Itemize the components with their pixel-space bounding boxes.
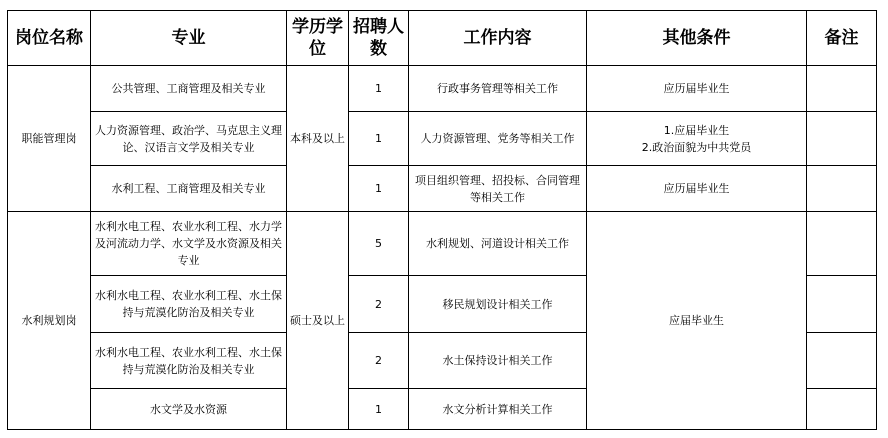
condition-line: 1.应届毕业生 xyxy=(663,123,730,137)
header-work: 工作内容 xyxy=(409,11,587,66)
count-cell: 1 xyxy=(349,389,409,430)
count-cell: 1 xyxy=(349,66,409,112)
major-cell: 公共管理、工商管理及相关专业 xyxy=(91,66,287,112)
work-cell: 项目组织管理、招投标、合同管理等相关工作 xyxy=(409,166,587,212)
conditions-cell: 应届毕业生 xyxy=(587,212,807,430)
count-cell: 1 xyxy=(349,166,409,212)
conditions-cell xyxy=(587,112,807,166)
major-cell: 水利水电工程、农业水利工程、水力学及河流动力学、水文学及水资源及相关专业 xyxy=(91,212,287,276)
count-cell: 2 xyxy=(349,276,409,333)
position-cell: 水利规划岗 xyxy=(8,212,91,430)
count-cell: 5 xyxy=(349,212,409,276)
remarks-cell xyxy=(807,333,877,389)
table-row xyxy=(8,66,877,112)
work-cell: 人力资源管理、党务等相关工作 xyxy=(409,112,587,166)
remarks-cell xyxy=(807,389,877,430)
table-row xyxy=(8,166,877,212)
header-remarks: 备注 xyxy=(807,11,877,66)
work-cell: 水利规划、河道设计相关工作 xyxy=(409,212,587,276)
header-major: 专业 xyxy=(91,11,287,66)
major-cell: 人力资源管理、政治学、马克思主义理论、汉语言文学及相关专业 xyxy=(91,112,287,166)
work-cell: 水文分析计算相关工作 xyxy=(409,389,587,430)
header-count: 招聘人数 xyxy=(349,11,409,66)
major-cell: 水利水电工程、农业水利工程、水土保持与荒漠化防治及相关专业 xyxy=(91,333,287,389)
work-cell: 水土保持设计相关工作 xyxy=(409,333,587,389)
major-cell: 水利水电工程、农业水利工程、水土保持与荒漠化防治及相关专业 xyxy=(91,276,287,333)
work-cell: 移民规划设计相关工作 xyxy=(409,276,587,333)
conditions-cell: 应历届毕业生 xyxy=(587,166,807,212)
condition-line: 2.政治面貌为中共党员 xyxy=(641,140,752,154)
remarks-cell xyxy=(807,66,877,112)
education-cell: 本科及以上 xyxy=(287,66,349,212)
education-cell: 硕士及以上 xyxy=(287,212,349,430)
header-row xyxy=(8,11,877,66)
table-row xyxy=(8,212,877,276)
header-position: 岗位名称 xyxy=(8,11,91,66)
major-cell: 水利工程、工商管理及相关专业 xyxy=(91,166,287,212)
count-cell: 1 xyxy=(349,112,409,166)
count-cell: 2 xyxy=(349,333,409,389)
remarks-cell xyxy=(807,212,877,276)
header-conditions: 其他条件 xyxy=(587,11,807,66)
table-row xyxy=(8,112,877,166)
work-cell: 行政事务管理等相关工作 xyxy=(409,66,587,112)
remarks-cell xyxy=(807,166,877,212)
remarks-cell xyxy=(807,276,877,333)
conditions-cell: 应历届毕业生 xyxy=(587,66,807,112)
header-education: 学历学位 xyxy=(287,11,349,66)
major-cell: 水文学及水资源 xyxy=(91,389,287,430)
remarks-cell xyxy=(807,112,877,166)
position-cell: 职能管理岗 xyxy=(8,66,91,212)
recruitment-table xyxy=(7,10,877,430)
